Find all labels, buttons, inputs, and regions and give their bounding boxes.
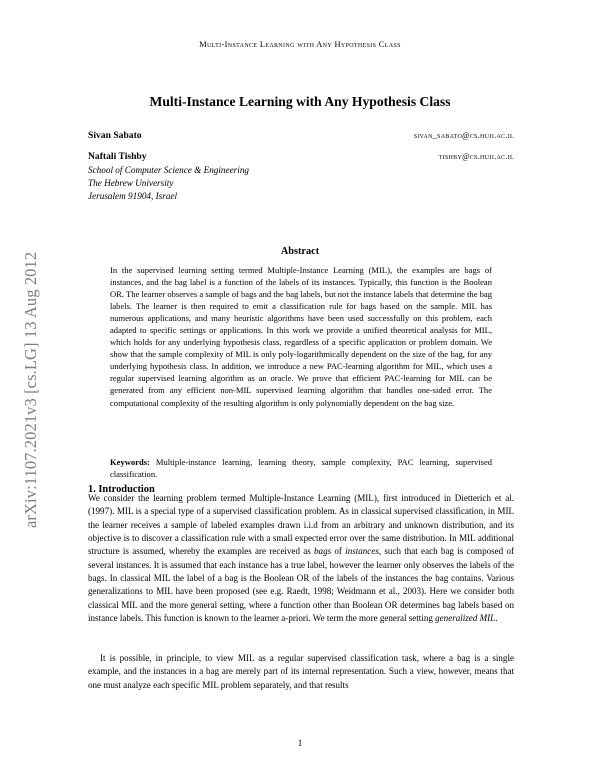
paper-title: Multi-Instance Learning with Any Hypothesis Class xyxy=(149,94,451,109)
abstract-heading: Abstract xyxy=(280,246,320,257)
section-heading-introduction: 1. Introduction xyxy=(88,484,155,495)
author-name-2: Naftali Tishby xyxy=(88,151,147,162)
arxiv-identifier-stamp: arXiv:1107.2021v3 [cs.LG] 13 Aug 2012 xyxy=(21,251,40,528)
emphasis-instances: instances xyxy=(345,546,379,557)
abstract-text: In the supervised learning setting termed Multiple-Instance Learning (MIL), the examples are bags of instances, and the bag label is a function of the labels of its instances. Typically, this function is the Boolean OR. The learner observes a sample of bags and the bag labels, but not the instance labels that determine the bag labels. The learner is then required to emit a classification rule for bags based on the sample. MIL has numerous applications, and many heuristic algorithms have been used successfully on this problem, each adapted to specific settings or applications. In this work we provide a unified theoretical analysis for MIL, which holds for any underlying hypothesis class, regardless of a specific application or problem domain. We show that the sample complexity of MIL is only poly-logarithmically dependent on the size of the bag, for any underlying hypothesis class. In addition, we introduce a new PAC-learning algorithm for MIL, which uses a regular supervised learning algorithm as an oracle. We prove that efficient PAC-learning for MIL can be generated from any efficient non-MIL supervised learning algorithm that handles one-sided error. The computational complexity of the resulting algorithm is only polynomially dependent on the bag size. xyxy=(110,265,492,408)
running-header: Multi-Instance Learning with Any Hypothesis Class xyxy=(199,40,401,49)
author-email-1: sivan_sabato@cs.huji.ac.il xyxy=(413,131,514,140)
paragraph-text: , such that each bag is composed of several instances. It is assumed that each instance has a true label, however the learner only observes the labels of the bags. In classical MIL the label of a bag is the Boolean OR of the labels of the instances the bag contains. Various generalizations to MIL have been proposed (see e.g. Raedt, 1998; Weidmann et al., 2003). Here we consider both classical MIL and the more general setting, where a function other than Boolean OR determines bag labels based on instance labels. This function is known to the learner a-priori. We term the more general setting xyxy=(88,546,514,624)
keywords-label: Keywords: xyxy=(110,457,150,467)
emphasis-generalized-mil: generalized MIL xyxy=(435,613,496,624)
paragraph-text: We consider the learning problem termed Multiple-Instance Learning (MIL), first introduced in Dietterich et al. (1997). MIL is a special type of a supervised classification problem. As in classical supervised classification, in MIL the learner receives a sample of labeled examples drawn i.i.d from an arbitrary and unknown distribution, and its objective is to discover a classification rule with a small expected error over the same distribution. In MIL additional structure is assumed, whereby the examples are received as xyxy=(88,493,514,557)
affiliation-line-3: Jerusalem 91904, Israel xyxy=(88,191,178,201)
keywords-text: Multiple-instance learning, learning theory, sample complexity, PAC learning, supervised classification. xyxy=(110,457,493,480)
introduction-paragraph-2: It is possible, in principle, to view MIL as a regular supervised classification task, where a bag is a single example, and the instances in a bag are merely part of its internal representation. Such a view, however, means that one must analyze each specific MIL problem separately, and that results xyxy=(88,653,514,690)
introduction-paragraph-1 xyxy=(88,492,514,625)
paragraph-text: of xyxy=(331,546,346,557)
keywords xyxy=(110,456,492,480)
affiliation-line-2: The Hebrew University xyxy=(88,178,174,188)
paragraph-text: . xyxy=(495,613,498,624)
affiliation-line-1: School of Computer Science & Engineering xyxy=(88,165,250,175)
emphasis-bags: bags xyxy=(314,546,332,557)
author-name-1: Sivan Sabato xyxy=(88,130,142,141)
page-number: 1 xyxy=(297,738,303,748)
author-email-2: tishby@cs.huji.ac.il xyxy=(438,152,514,161)
